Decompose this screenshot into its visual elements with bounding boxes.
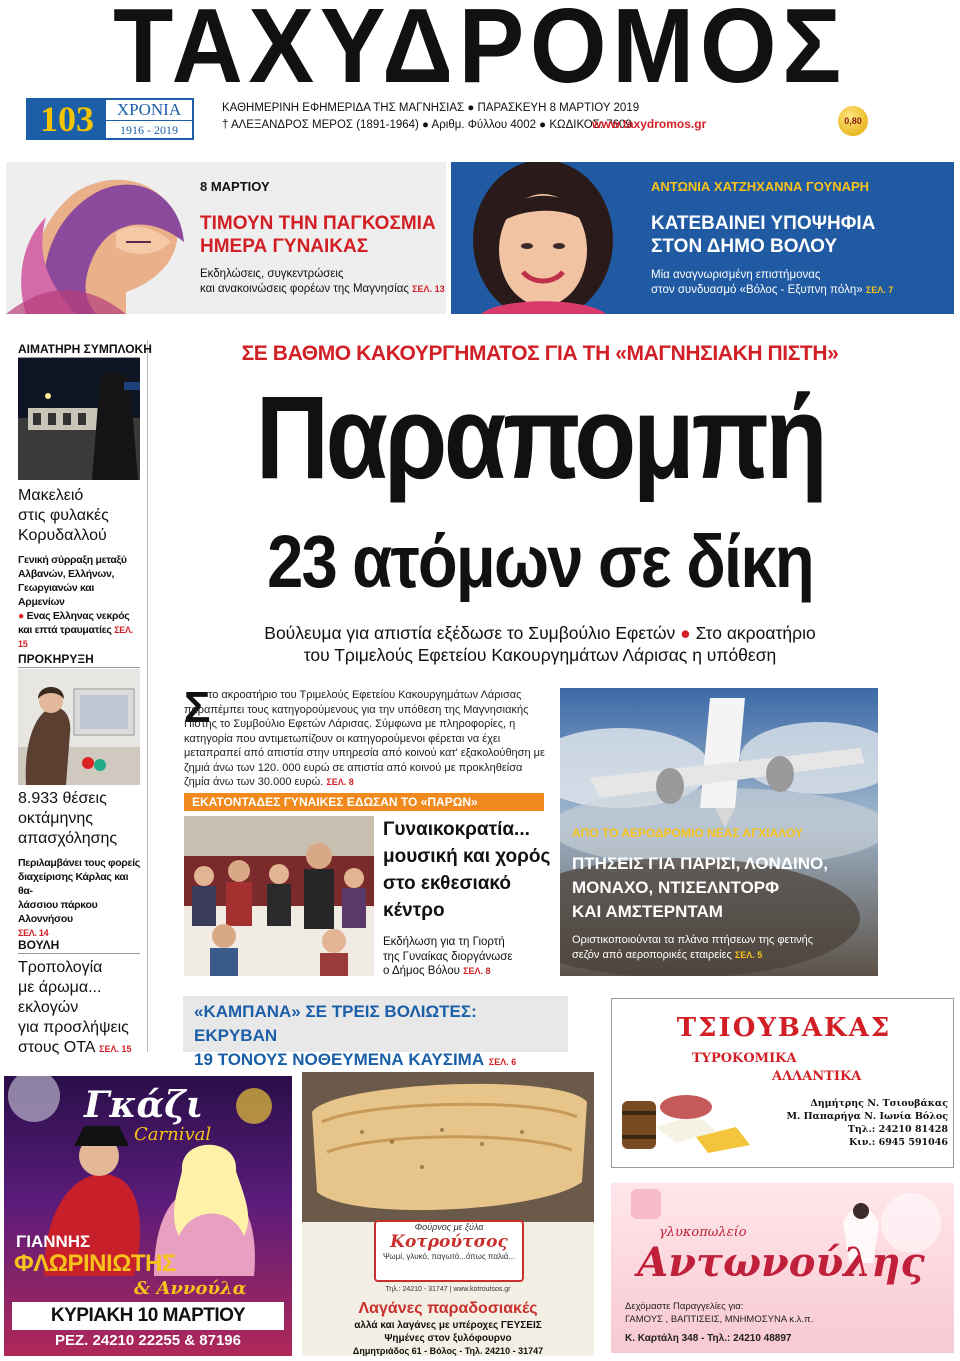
main-headline: Παραπομπή (255, 372, 825, 504)
glyko-address: Κ. Καρτάλη 348 - Τηλ.: 24210 48897 (625, 1333, 792, 1344)
jobs-kicker: ΠΡΟΚΗΡΥΞΗ (18, 652, 94, 666)
tsiouvakas-deli-ad[interactable] (611, 998, 954, 1168)
deli-products-illustration (616, 1087, 756, 1157)
main-story-kicker: ΣΕ ΒΑΘΜΟ ΚΑΚΟΥΡΓΗΜΑΤΟΣ ΓΙΑ ΤΗ «ΜΑΓΝΗΣΙΑΚΗ ΠΙΣΤΗ» (241, 342, 839, 365)
page-ref: ΣΕΛ. 5 (734, 950, 763, 960)
sidebar-divider (147, 340, 148, 1052)
womens-day-summary: Εκδηλώσεις, συγκεντρώσεις και ανακοινώσεις φορέων της Μαγνησίας ΣΕΛ. 13 (200, 268, 445, 295)
glyko-label: γλυκοπωλείο (659, 1225, 747, 1240)
jobs-headline: 8.933 θέσεις οκτάμηνης απασχόλησης (18, 790, 118, 847)
antonoulis-patisserie-ad[interactable] (611, 1183, 954, 1353)
masthead-dateline: ΚΑΘΗΜΕΡΙΝΗ ΕΦΗΜΕΡΙΔΑ ΤΗΣ ΜΑΓΝΗΣΙΑΣ ● ΠΑΡΑΣΚΕΥΗ 8 ΜΑΡΤΙΟΥ 2019 (222, 102, 640, 114)
prison-headline: Μακελειό στις φυλακές Κορυδαλλού (18, 487, 109, 544)
lagana-contact: Τηλ.: 24210 - 31747 | www.kotroutsos.gr (385, 1286, 511, 1293)
main-subhead: Βούλευμα για απιστία εξέδωσε το Συμβούλιο Εφετών ● Στο ακροατήριο του Τριμελούς Εφετείου Κακουργημάτων Λάρισας η υπόθεση (264, 623, 816, 665)
flights-headline: ΠΤΗΣΕΙΣ ΓΙΑ ΠΑΡΙΣΙ, ΛΟΝΔΙΝΟ, ΜΟΝΑΧΟ, ΝΤΙΣΕΛΝΤΟΡΦ ΚΑΙ ΑΜΣΤΕΡΝΤΑΜ (572, 854, 828, 921)
woman-profile-illustration (6, 162, 194, 314)
website-link[interactable]: www.taxydromos.gr (592, 117, 707, 131)
glyko-brand: Αντωνούλης (637, 1239, 925, 1286)
jobs-summary: Περιλαμβάνει τους φορείς διαχείρισης Κάρλας και θα- λάσσιου πάρκου Αλοννήσου ΣΕΛ. 14 (18, 857, 140, 938)
page-ref: ΣΕΛ. 15 (99, 1044, 132, 1054)
prison-summary: Γενική σύρραξη μεταξύ Αλβανών, Ελλήνων, Γεωργιανών και Αρμενίων ● Ενας Ελληνας νεκρός και επτά τραυματίες ΣΕΛ. 15 (18, 554, 133, 649)
office-worker-photo (18, 669, 140, 785)
gkazi-brand: Γκάζι (84, 1084, 203, 1126)
prison-kicker: ΑΙΜΑΤΗΡΗ ΣΥΜΠΛΟΚΗ (18, 342, 152, 356)
prison-photo (18, 358, 140, 480)
gkazi-phones: ΡΕΖ. 24210 22255 & 87196 (55, 1332, 241, 1349)
main-story-body: το ακροατήριο του Τριμελούς Εφετείου Κακουργημάτων Λάρισας παραπέμπει τους κατηγορούμενους για την υπόθεση της Μαγνησιακής Πίστης το Συμβούλιο Εφετών Λάρισας. Σύμφωνα με πληροφορίες, η κατηγορία που αντιμετωπίζουν οι κατηγορούμενοι φέρεται να έχει μεταπραπεί από απιστία στην υπηρεσία από κοινού κατ' εξακολούθηση με ζημιά άνω των 120. 000 ευρώ σε απιστία από κοινού με προκληθείσα ζημία άνω των 30.000 ευρώ. ΣΕΛ. 8 (184, 689, 545, 788)
gkazi-sub: Carnival (134, 1124, 212, 1145)
lagana-body-1: αλλά και λαγάνες με υπέροχες ΓΕΥΣΕΙΣ (354, 1320, 542, 1331)
lagana-body-2: Ψημένες στον ξυλόφουρνο (384, 1333, 512, 1344)
years-span: 1916 - 2019 (120, 123, 178, 137)
flights-kicker: ΑΠΟ ΤΟ ΑΕΡΟΔΡΟΜΙΟ ΝΕΑΣ ΑΓΧΙΑΛΟΥ (572, 826, 803, 840)
page-ref: ΣΕΛ. 8 (463, 966, 491, 976)
page-ref: ΣΕΛ. 6 (488, 1057, 517, 1067)
gkazi-carnival-ad[interactable] (4, 1076, 292, 1356)
tsiouvakas-contact: Δημήτρης Ν. Τσιουβάκας Μ. Παπαρήγα Ν. Ιωνία Βόλος Τηλ.: 24210 81428 Κιν.: 6945 591046 (786, 1098, 948, 1148)
glyko-orders: Δεχόμαστε Παραγγελίες για: ΓΑΜΟΥΣ , ΒΑΠΤΙΣΕΙΣ, ΜΝΗΜΟΣΥΝΑ κ.λ.π. (625, 1301, 814, 1325)
candidate-portrait (451, 162, 633, 314)
candidate-headline: ΚΑΤΕΒΑΙΝΕΙ ΥΠΟΨΗΦΙΑ ΣΤΟΝ ΔΗΜΟ ΒΟΛΟΥ (651, 213, 876, 257)
event-summary: Εκδήλωση για τη Γιορτή της Γυναίκας διοργάνωσε ο Δήμος Βόλου ΣΕΛ. 8 (383, 936, 513, 977)
years-number: 103 (28, 100, 106, 138)
anniversary-badge (26, 98, 194, 140)
masthead-issue-info: † ΑΛΕΞΑΝΔΡΟΣ ΜΕΡΟΣ (1891-1964) ● Αριθμ. Φύλλου 4002 ● ΚΩΔΙΚΟΣ: 7609 (222, 119, 632, 131)
parliament-kicker: ΒΟΥΛΗ (18, 938, 60, 952)
main-headline-line2: 23 ατόμων σε δίκη (267, 520, 813, 603)
page-ref: ΣΕΛ. 13 (412, 284, 445, 294)
parliament-headline: Τροπολογία με άρωμα... εκλογών για προσλήψεις στους ΟΤΑ ΣΕΛ. 15 (18, 959, 132, 1056)
years-label: ΧΡΟΝΙΑ (106, 100, 192, 121)
tsiouvakas-brand: ΤΣΙΟΥΒΑΚΑΣ (676, 1013, 892, 1043)
fuel-headline: «ΚΑΜΠΑΝΑ» ΣΕ ΤΡΕΙΣ ΒΟΛΙΩΤΕΣ: ΕΚΡΥΒΑΝ 19 ΤΟΝΟΥΣ ΝΟΘΕΥΜΕΝΑ ΚΑΥΣΙΜΑ ΣΕΛ. 6 (194, 1002, 517, 1069)
page-ref: ΣΕΛ. 7 (865, 285, 894, 295)
lagana-address: Δημητριάδος 61 - Βόλος - Τηλ. 24210 - 31747 (352, 1346, 544, 1356)
masthead-title: ΤΑΧΥΔΡΟΜΟΣ (113, 0, 847, 105)
flights-summary: Οριστικοποιούνται τα πλάνα πτήσεων της φετινής σεζόν από αεροπορικές εταιρείες ΣΕΛ. 5 (572, 934, 814, 961)
candidate-summary: Μία αναγνωρισμένη επιστήμονας στον συνδυασμό «Βόλος - Εξυπνη πόλη» ΣΕΛ. 7 (651, 269, 894, 296)
event-crowd-photo (184, 816, 374, 976)
price-badge: 0,80 (838, 106, 868, 136)
page-ref: ΣΕΛ. 8 (326, 777, 354, 787)
page-ref: ΣΕΛ. 14 (18, 928, 49, 938)
tsiouvakas-line-1: ΤΥΡΟΚΟΜΙΚΑ (692, 1051, 797, 1066)
lagana-bakery-ad[interactable] (302, 1072, 594, 1356)
event-kicker-bar: ΕΚΑΤΟΝΤΑΔΕΣ ΓΥΝΑΙΚΕΣ ΕΔΩΣΑΝ ΤΟ «ΠΑΡΩΝ» (184, 793, 544, 811)
tsiouvakas-line-2: ΑΛΛΑΝΤΙΚΑ (772, 1069, 862, 1084)
candidate-kicker: ΑΝΤΩΝΙΑ ΧΑΤΖΗΧΑΝΝΑ ΓΟΥΝΑΡΗ (651, 179, 870, 194)
lagana-headline: Λαγάνες παραδοσιακές (358, 1300, 538, 1317)
kotroutsos-logo: Φούρνος με ξύλα Κοτρούτσος Ψωμί, γλυκό, παγωτό...όπως παλιά... (374, 1220, 524, 1282)
gkazi-artist-first: ΓΙΑΝΝΗΣ (16, 1232, 91, 1251)
gkazi-artist-second: & Αννούλα (134, 1278, 247, 1299)
womens-day-kicker: 8 ΜΑΡΤΙΟΥ (200, 179, 270, 194)
gkazi-artist-last: ΦΛΩΡΙΝΙΩΤΗΣ (14, 1250, 176, 1277)
drop-cap: Σ (184, 683, 211, 732)
womens-day-headline: ΤΙΜΟΥΝ ΤΗΝ ΠΑΓΚΟΣΜΙΑ ΗΜΕΡΑ ΓΥΝΑΙΚΑΣ (200, 213, 436, 257)
event-headline: Γυναικοκρατία... μουσική και χορός στο εκθεσιακό κέντρο (383, 819, 551, 921)
gkazi-date: ΚΥΡΙΑΚΗ 10 ΜΑΡΤΙΟΥ (12, 1302, 284, 1330)
page-ref: ΣΕΛ. 15 (18, 625, 133, 649)
